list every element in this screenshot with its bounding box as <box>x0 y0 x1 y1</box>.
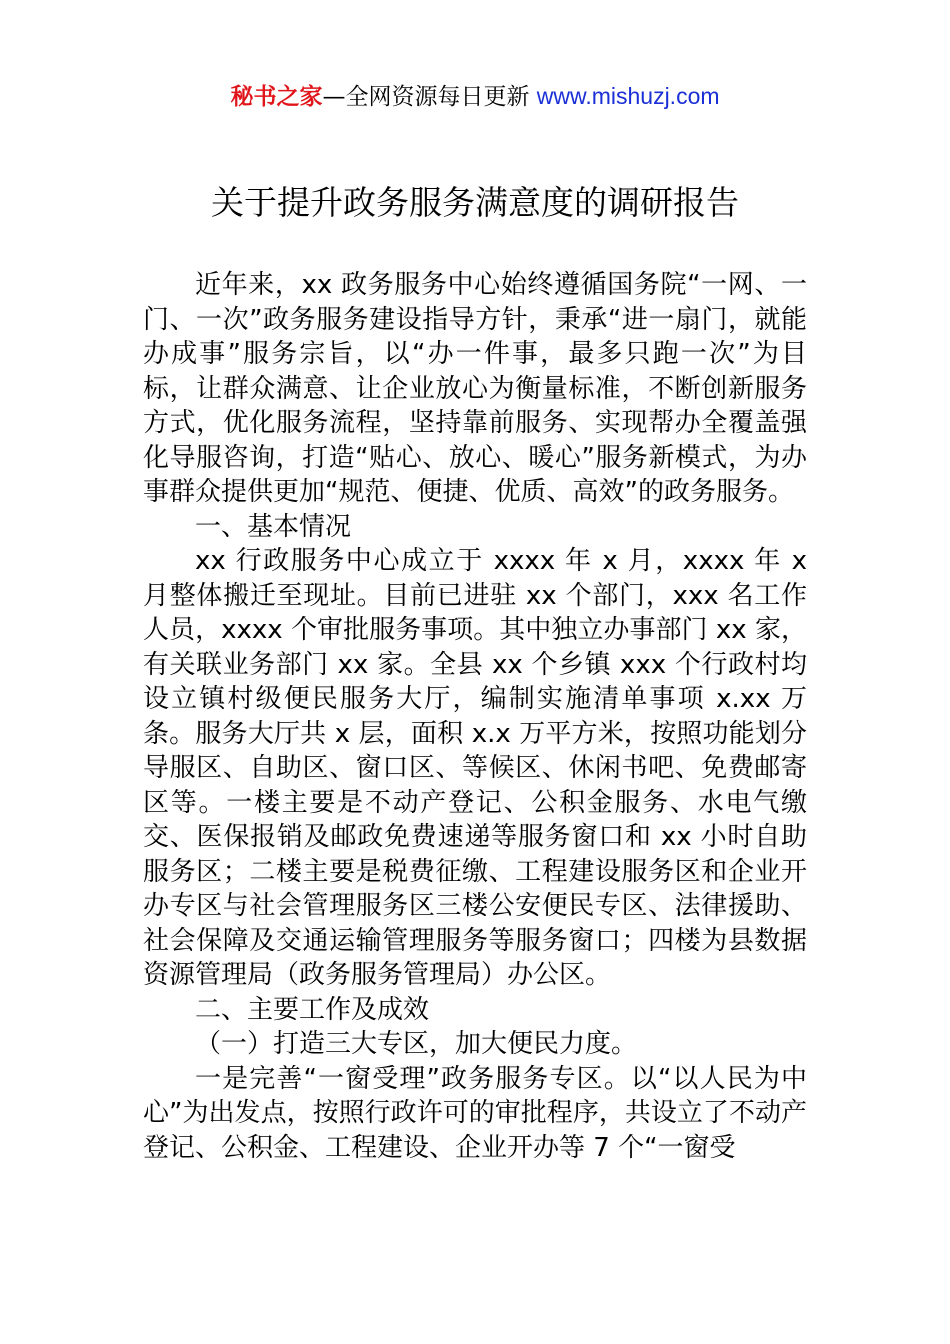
subsection-heading-1: （一）打造三大专区，加大便民力度。 <box>195 1029 638 1059</box>
paragraph-one-window: 一是完善“一窗受理”政务服务专区。以“以人民为中心”为出发点，按照行政许可的审批程序，共设立了不动产登记、公积金、工程建设、企业开办等 7 个“一窗受 <box>143 1063 807 1163</box>
banner-tagline: —全网资源每日更新 <box>322 84 537 110</box>
section-heading-2: 二、主要工作及成效 <box>195 994 430 1025</box>
paragraph-intro: 近年来，xx 政务服务中心始终遵循国务院“一网、一门、一次”政务服务建设指导方针，秉承“进一扇门，就能办成事”服务宗旨，以“办一件事，最多只跑一次”为目标，让群众满意、让企业放心为衡量标准，不断创新服务方式，优化服务流程，坚持靠前服务、实现帮办全覆盖强化导服咨询，打造“贴心、放心、暖心”服务新模式，为办事群众提供更加“规范、便捷、优质、高效”的政务服务。 <box>143 270 807 507</box>
site-banner <box>0 78 950 115</box>
paragraph-basic-info: xx 行政服务中心成立于 xxxx 年 x 月，xxxx 年 x 月整体搬迁至现址。目前已进驻 xx 个部门，xxx 名工作人员，xxxx 个审批服务事项。其中独立办事部门 xx 家，有关联业务部门 xx 家。全县 xx 个乡镇 xxx 个行政村均设立镇村级便民服务大厅，编制实施清单事项 x.xx 万条。服务大厅共 x 层，面积 x.x 万平方米，按照功能划分导服区、自助区、窗口区、等候区、休闲书吧、免费邮寄区等。一楼主要是不动产登记、公积金服务、水电气缴交、医保报销及邮政免费速递等服务窗口和 xx 小时自助服务区；二楼主要是税费征缴、工程建设服务区和企业开办专区与社会管理服务区三楼公安便民专区、法律援助、社会保障及交通运输管理服务等服务窗口；四楼为县数据资源管理局（政务服务管理局）办公区。 <box>143 546 807 990</box>
document-title: 关于提升政务服务满意度的调研报告 <box>211 183 739 222</box>
section-heading-1: 一、基本情况 <box>195 511 352 542</box>
banner-brand: 秘书之家 <box>230 84 323 110</box>
document-body <box>143 268 807 1165</box>
banner-site-url: www.mishuzj.com <box>536 83 720 109</box>
